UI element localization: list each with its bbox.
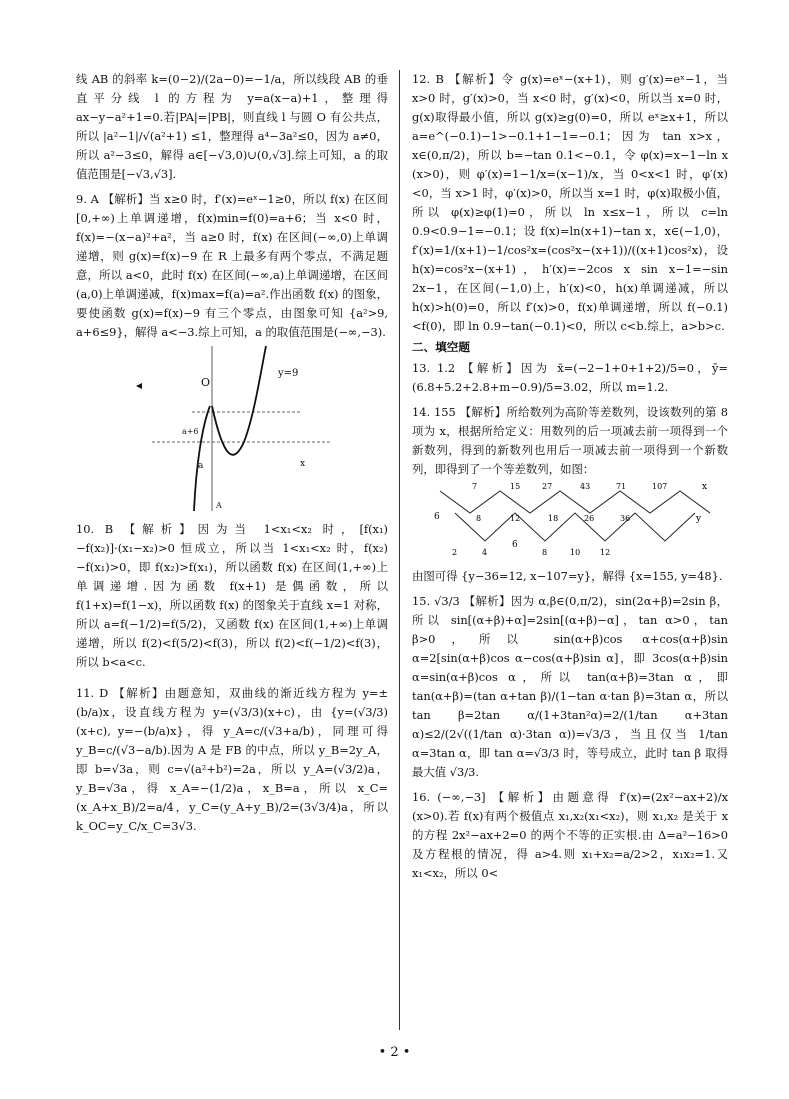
right-column xyxy=(412,70,728,883)
row2-item: y xyxy=(696,514,702,524)
row3-item: 8 xyxy=(542,548,548,557)
solution-10: 10. B 【解析】因为当 1<x₁<x₂ 时，[f(x₁)−f(x₂)]·(x₁−x₂)>0 恒成立，所以当 1<x₁<x₂ 时，f(x₂)−f(x₁)>0，即 f(x₂)>f(x₁)，所以函数 f(x) 在区间(1,+∞)上单调递增.因为函数 f(x+1) 是偶函数，所以 f(1+x)=f(1−x)，所以函数 f(x) 的图象关于直线 x=1 对称，所以 a=f(−1/2)=f(5/2)，又函数 f(x) 在区间(1,+∞)上单调递增，所以 f(2)<f(5/2)<f(3)，所以 f(2)<f(−1/2)<f(3)，所以 b<a<c. xyxy=(76,522,388,669)
label-A: A xyxy=(216,501,222,510)
row1-item: 27 xyxy=(542,483,553,491)
row1-item: 43 xyxy=(580,483,591,491)
row1-item: 15 xyxy=(510,483,521,491)
curve-right xyxy=(212,346,266,455)
row2-item: 18 xyxy=(548,514,559,523)
column-divider xyxy=(399,70,400,1030)
solution-13: 13. 1.2 【解析】因为 x̄=(−2−1+0+1+2)/5=0，ȳ=(6.8+5.2+2.8+m−0.9)/5=3.02，所以 m=1.2. xyxy=(412,361,728,394)
label-a: a xyxy=(198,461,204,471)
row2-item: 12 xyxy=(510,514,521,523)
section-heading-fill-in: 二、填空题 xyxy=(412,340,470,354)
row1-item: 107 xyxy=(652,483,668,491)
difference-zigzag-figure xyxy=(420,483,720,563)
row1-item: x xyxy=(702,483,708,492)
label-y9: y=9 xyxy=(278,368,299,379)
solution-15: 15. √3/3 【解析】因为 α,β∈(0,π/2)，sin(2α+β)=2sin β，所以 sin[(α+β)+α]=2sin[(α+β)−α]，tan α>0，tan β>0，所以 sin(α+β)cos α+cos(α+β)sin α=2[sin(α+β)cos α−cos(α+β)sin α]，即 3cos(α+β)sin α=sin(α+β)cos α，所以 tan(α+β)=3tan α，即 tan(α+β)=(tan α+tan β)/(1−tan α·tan β)=3tan α，所以 tan β=2tan α/(1+3tan²α)=2/(1/tan α+3tan α)≤2/(2√((1/tan α)·3tan α))=√3/3，当且仅当 1/tan α=3tan α，即 tan α=√3/3 时，等号成立，此时 tan β 取得最大值 √3/3. xyxy=(412,594,728,779)
row3-item: 2 xyxy=(452,548,458,557)
row2-item: 8 xyxy=(476,514,482,523)
label-O: O xyxy=(201,376,211,389)
solution-11: 11. D 【解析】由题意知，双曲线的渐近线方程为 y=±(b/a)x，设直线方程为 y=(√3/3)(x+c)，由 {y=(√3/3)(x+c), y=−(b/a)x}，得 y_A=c/(√3+a/b)，同理可得 y_B=c/(√3−a/b).因为 A 是 FB 的中点，所以 y_B=2y_A，即 b=√3a，则 c=√(a²+b²)=2a，所以 y_A=(√3/2)a，y_B=√3a，得 x_A=−(1/2)a，x_B=a，所以 x_C=(x_A+x_B)/2=a/4，y_C=(y_A+y_B)/2=(3√3/4)a，所以 k_OC=y_C/x_C=3√3. xyxy=(76,686,388,833)
solution-16: 16. (−∞,−3] 【解析】由题意得 f′(x)=(2x²−ax+2)/x (x>0).若 f(x)有两个极值点 x₁,x₂(x₁<x₂)，则 x₁,x₂ 是关于 x 的方程 2x²−ax+2=0 的两个不等的正实根.由 Δ=a²−16>0 及方程根的情况，得 a>4.则 x₁+x₂=a/2>2，x₁x₂=1.又 x₁<x₂，所以 0< xyxy=(412,790,728,880)
label-x: x xyxy=(300,459,306,469)
solution-8-continued: 线 AB 的斜率 k=(0−2)/(2a−0)=−1/a，所以线段 AB 的垂直平分线 l 的方程为 y=a(x−a)+1，整理得 ax−y−a²+1=0.若|PA|=|PB|，则直线 l 与圆 O 有公共点，所以 |a²−1|/√(a²+1) ≤1，整理得 a⁴−3a²≤0，因为 a≠0，所以 a²−3≤0，解得 a∈[−√3,0)∪(0,√3].综上可知，a 的取值范围是[−√3,√3]. xyxy=(76,72,388,181)
solution-9: 9. A 【解析】当 x≥0 时，f′(x)=eˣ−1≥0，所以 f(x) 在区间[0,+∞)上单调递增，f(x)min=f(0)=a+6；当 x<0 时，f(x)=−(x−a)²+a²，当 a≥0 时，f(x) 在区间(−∞,0)上单调递增，则 g(x)=f(x)−9 在 R 上最多有两个零点，不满足题意，所以 a<0，此时 f(x) 在区间(−∞,a)上单调递增，在区间(a,0)上单调递减，f(x)max=f(a)=a².作出函数 f(x) 的图象，要使函数 g(x)=f(x)−9 有三个零点，由图象可知 {a²>9, a+6≤9}，解得 a<−3.综上可知，a 的取值范围是(−∞,−3). xyxy=(76,192,388,339)
page-number: • 2 • xyxy=(378,1045,411,1060)
curve-left xyxy=(194,406,210,511)
row3-item: 6 xyxy=(512,540,518,550)
function-graph-figure xyxy=(132,346,332,516)
solution-12: 12. B 【解析】令 g(x)=eˣ−(x+1)，则 g′(x)=eˣ−1，当 x>0 时，g′(x)>0，当 x<0 时，g′(x)<0，所以当 x=0 时，g(x)取得最小值，所以 g(x)≥g(0)=0，所以 eˣ≥x+1，所以 a=e^(−0.1)−1>−0.1+1−1=−0.1；因为 tan x>x，x∈(0,π/2)，所以 b=−tan 0.1<−0.1，令 φ(x)=x−1−ln x (x>0)，则 φ′(x)=1−1/x=(x−1)/x，当 0<x<1 时，φ′(x)<0，当 x>1 时，φ′(x)>0，所以当 x=1 时，φ(x)取极小值，所以 φ(x)≥φ(1)=0，所以 ln x≤x−1，所以 c=ln 0.9<0.9−1=−0.1；设 f(x)=ln(x+1)−tan x，x∈(−1,0)，f′(x)=1/(x+1)−1/cos²x=(cos²x−(x+1))/((x+1)cos²x)，设 h(x)=cos²x−(x+1)，h′(x)=−2cos x sin x−1=−sin 2x−1，在区间(−1,0)上，h′(x)<0，h(x)单调递减，所以 h(x)>h(0)=0，所以 f′(x)>0，f(x)单调递增，所以 f(−0.1)<f(0)，即 ln 0.9−tan(−0.1)<0，所以 c<b.综上，a>b>c. xyxy=(412,72,728,333)
solution-14-result: 由图可得 {y−36=12, x−107=y}，解得 {x=155, y=48}. xyxy=(412,569,723,583)
label-a6: a+6 xyxy=(182,427,199,436)
row2-item: 26 xyxy=(584,514,595,523)
row1-item: 71 xyxy=(616,483,627,491)
zigzag-lower xyxy=(455,513,695,541)
solution-14: 14. 155 【解析】所给数列为高阶等差数列，设该数列的第 8 项为 x，根据所给定义：用数列的后一项减去前一项得到一个新数列，得到的新数列也用后一项减去前一项得到一个新数列，即得到了一个等差数列，如图： xyxy=(412,405,728,476)
row1-item: 7 xyxy=(472,483,478,491)
zigzag-upper xyxy=(440,491,710,513)
row2-item: 36 xyxy=(620,514,631,523)
arrow-mark xyxy=(136,383,142,389)
left-column xyxy=(76,70,388,836)
row3-item: 10 xyxy=(570,548,581,557)
row3-item: 4 xyxy=(482,548,488,557)
row2-item: 6 xyxy=(434,512,440,522)
row3-item: 12 xyxy=(600,548,611,557)
